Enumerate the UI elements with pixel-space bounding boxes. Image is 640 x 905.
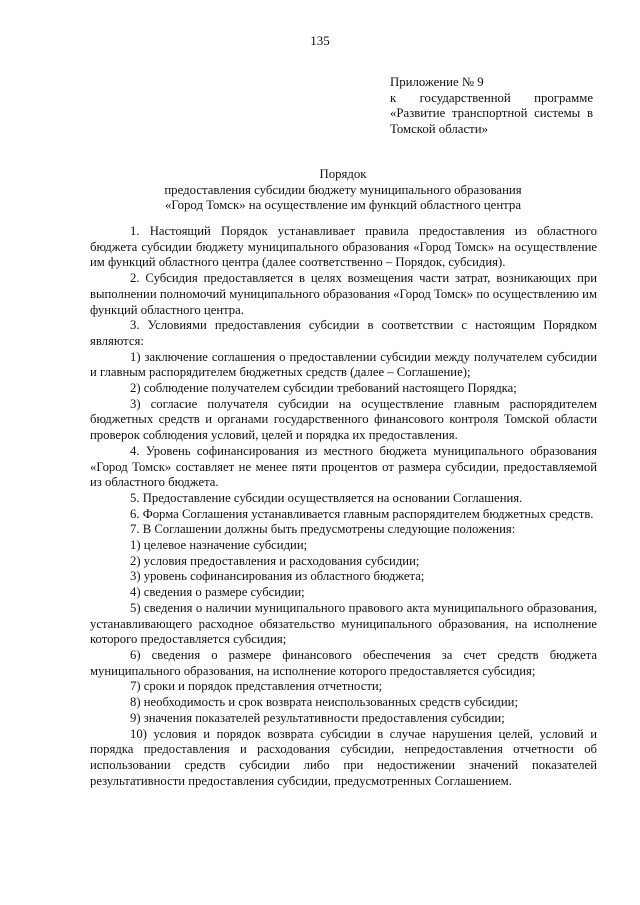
title-line-3: «Город Томск» на осуществление им функций областного центра [164, 198, 522, 213]
paragraph: 2) условия предоставления и расходования субсидии; [130, 553, 420, 568]
appendix-number: Приложение № 9 [390, 75, 484, 89]
paragraph: 7. В Соглашении должны быть предусмотрены следующие положения: [130, 522, 516, 537]
appendix-program-line: к государственной программе [390, 90, 593, 105]
paragraph: 5. Предоставление субсидии осуществляется на основании Соглашения. [130, 490, 523, 505]
paragraph: 6. Форма Соглашения устанавливается главным распорядителем бюджетных средств. [130, 506, 594, 521]
paragraph: 6) сведения о размере финансового обеспечения за счет средств бюджета муниципального образования, на исполнение которого предоставляется субсидия; [90, 647, 597, 678]
paragraph: 9) значения показателей результативности предоставления субсидии; [130, 710, 505, 725]
paragraph: 4. Уровень софинансирования из местного бюджета муниципального образования «Город Томск» составляет не менее пяти процентов от размера субсидии, предоставляемой из областного бюджета. [90, 443, 597, 490]
paragraph: 2. Субсидия предоставляется в целях возмещения части затрат, возникающих при выполнении полномочий муниципального образования «Город Томск» по осуществлению им функций областного центра. [90, 271, 597, 317]
paragraph: 5) сведения о наличии муниципального правового акта муниципального образования, устанавливающего расходное обязательство муниципального образования, на исполнение которого предоставляется субсидия; [90, 600, 597, 647]
paragraph: 4) сведения о размере субсидии; [130, 585, 305, 600]
paragraph: 3) согласие получателя субсидии на осуществление главным распорядителем бюджетных средств и органами государственного финансового контроля Томской области проверок соблюдения условий, целей и порядка их предоставления. [90, 396, 597, 443]
paragraph: 3. Условиями предоставления субсидии в соответствии с настоящим Порядком являются: [90, 318, 597, 348]
paragraph: 7) сроки и порядок представления отчетности; [130, 679, 383, 694]
title-line-1: Порядок [319, 167, 367, 181]
appendix-program-name-line1: «Развитие транспортной системы в [390, 106, 593, 120]
paragraph: 2) соблюдение получателем субсидии требований настоящего Порядка; [130, 381, 517, 396]
title-line-2: предоставления субсидии бюджету муниципального образования [164, 182, 522, 197]
document-title [88, 167, 598, 214]
paragraph: 10) условия и порядок возврата субсидии в случае нарушения целей, условий и порядка предоставления и расходования субсидии, непредоставления отчетности об использовании средств субсидии либо при недостижении значений показателей результативности предоставления субсидии, предусмотренных Соглашением. [90, 726, 597, 788]
appendix-program-name-line2: Томской области» [390, 121, 488, 136]
paragraph: 1) целевое назначение субсидии; [130, 538, 308, 553]
paragraph: 8) необходимость и срок возврата неиспользованных средств субсидии; [130, 695, 518, 710]
paragraph: 3) уровень софинансирования из областного бюджета; [130, 569, 425, 584]
paragraph: 1. Настоящий Порядок устанавливает правила предоставления из областного бюджета субсидии бюджету муниципального образования «Город Томск» на осуществление им функций областного центра (далее соответственно – Порядок, субсидия). [90, 224, 597, 270]
appendix-header [390, 75, 593, 137]
page-number: 135 [310, 33, 330, 48]
paragraph: 1) заключение соглашения о предоставлении субсидии между получателем субсидии и главным распорядителем бюджетных средств (далее – Соглашение); [90, 349, 597, 380]
document-body [90, 224, 597, 789]
